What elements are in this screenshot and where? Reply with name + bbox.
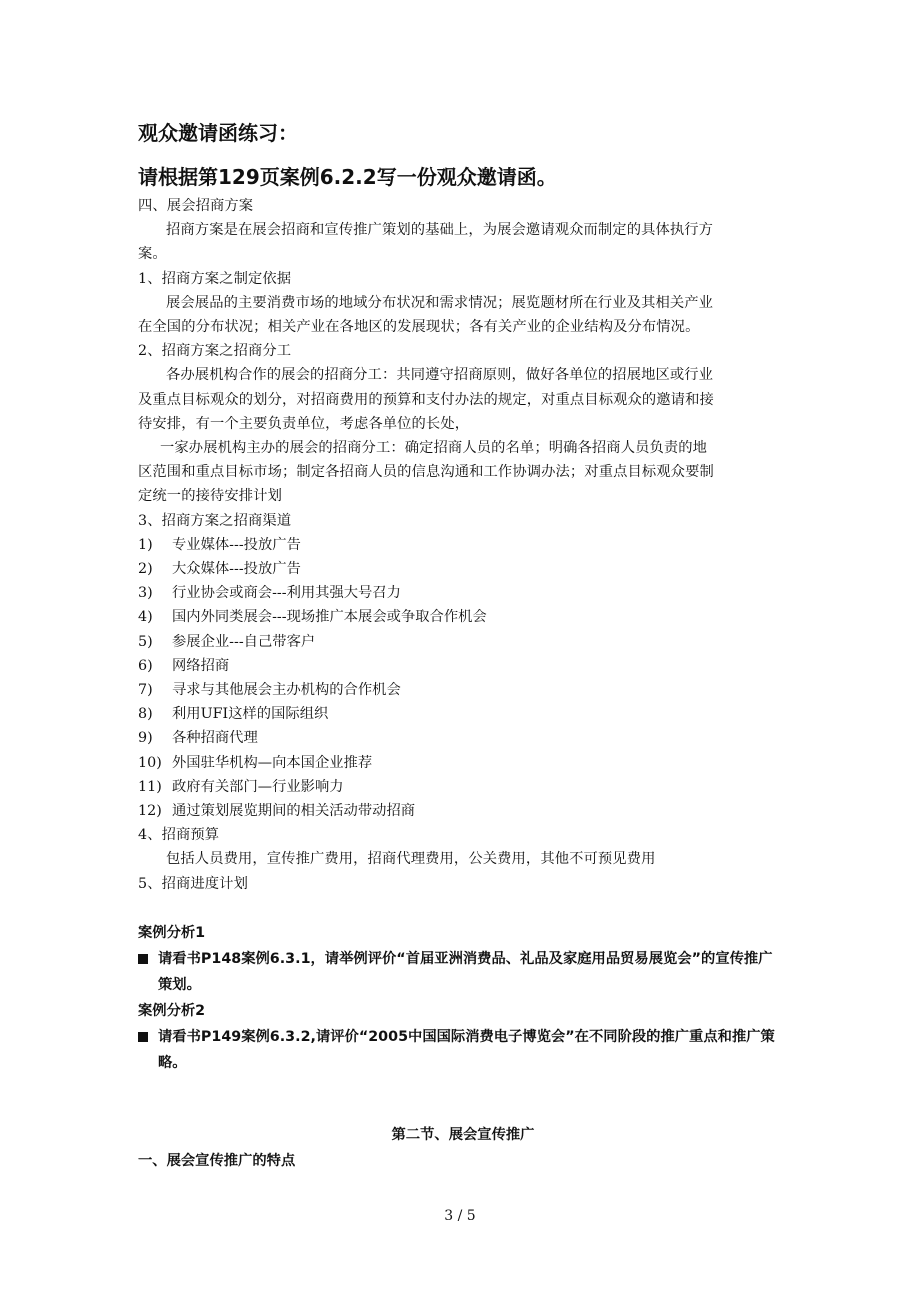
list-item-text: 大众媒体---投放广告 bbox=[172, 561, 301, 578]
list-item-number: 5) bbox=[138, 633, 153, 650]
sub2-title: 2、招商方案之招商分工 bbox=[138, 343, 292, 360]
sub2-p1-line2: 及重点目标观众的划分，对招商费用的预算和支付办法的规定，对重点目标观众的邀请和接 bbox=[138, 391, 714, 408]
list-item bbox=[138, 726, 788, 750]
list-item-text: 寻求与其他展会主办机构的合作机会 bbox=[172, 682, 401, 699]
list-item-number: 2) bbox=[138, 561, 153, 578]
sub2-p2-line1: 一家办展机构主办的展会的招商分工：确定招商人员的名单；明确各招商人员负责的地 bbox=[160, 440, 708, 457]
section4-intro-line1: 招商方案是在展会招商和宣传推广策划的基础上，为展会邀请观众而制定的具体执行方 bbox=[166, 222, 714, 239]
case1-item bbox=[138, 946, 788, 998]
list-item-text: 外国驻华机构—向本国企业推荐 bbox=[172, 754, 373, 771]
list-item bbox=[138, 702, 788, 726]
list-item-number: 3) bbox=[138, 585, 153, 602]
page-number: 3 / 5 bbox=[444, 1208, 476, 1224]
list-item bbox=[138, 654, 788, 678]
list-item-text: 国内外同类展会---现场推广本展会或争取合作机会 bbox=[172, 609, 487, 626]
case2-text: 请看书P149案例6.3.2,请评价“2005中国国际消费电子博览会”在不同阶段的推广重点和推广策略。 bbox=[158, 1028, 775, 1071]
list-item bbox=[138, 533, 788, 557]
square-bullet-icon bbox=[138, 954, 148, 964]
list-item bbox=[138, 751, 788, 775]
list-item-number: 10) bbox=[138, 754, 162, 771]
list-item bbox=[138, 605, 788, 629]
list-item-text: 各种招商代理 bbox=[172, 730, 258, 747]
list-item-number: 9) bbox=[138, 730, 153, 747]
section-two-sub1: 一、展会宣传推广的特点 bbox=[138, 1152, 296, 1169]
exercise-title: 观众邀请函练习： bbox=[138, 121, 298, 145]
case1-text: 请看书P148案例6.3.1，请举例评价“首届亚洲消费品、礼品及家庭用品贸易展览会”的宣传推广策划。 bbox=[158, 950, 773, 993]
channel-list bbox=[138, 533, 788, 823]
list-item-text: 利用UFI这样的国际组织 bbox=[172, 706, 329, 723]
list-item-number: 12) bbox=[138, 803, 162, 820]
list-item bbox=[138, 678, 788, 702]
case2-item bbox=[138, 1024, 788, 1076]
sub1-line1: 展会展品的主要消费市场的地域分布状况和需求情况；展览题材所在行业及其相关产业 bbox=[166, 294, 714, 311]
sub2-p1-line1: 各办展机构合作的展会的招商分工：共同遵守招商原则，做好各单位的招展地区或行业 bbox=[166, 367, 714, 384]
list-item-text: 政府有关部门—行业影响力 bbox=[172, 778, 344, 795]
list-item-text: 专业媒体---投放广告 bbox=[172, 536, 301, 553]
list-item-number: 6) bbox=[138, 657, 153, 674]
list-item bbox=[138, 630, 788, 654]
list-item-number: 1) bbox=[138, 536, 153, 553]
list-item-number: 8) bbox=[138, 706, 153, 723]
case2-label: 案例分析2 bbox=[138, 1002, 206, 1019]
list-item-text: 行业协会或商会---利用其强大号召力 bbox=[172, 585, 401, 602]
square-bullet-icon bbox=[138, 1032, 148, 1042]
sub2-p2-line3: 定统一的接待安排计划 bbox=[138, 488, 282, 505]
list-item-text: 通过策划展览期间的相关活动带动招商 bbox=[172, 803, 416, 820]
list-item bbox=[138, 799, 788, 823]
document-content bbox=[138, 118, 788, 1174]
list-item-text: 网络招商 bbox=[172, 657, 230, 674]
spacer bbox=[138, 896, 788, 920]
list-item bbox=[138, 557, 788, 581]
sub2-p2-line2: 区范围和重点目标市场；制定各招商人员的信息沟通和工作协调办法；对重点目标观众要制 bbox=[138, 464, 714, 481]
list-item bbox=[138, 775, 788, 799]
list-item-text: 参展企业---自己带客户 bbox=[172, 633, 316, 650]
sub2-p1-line3: 待安排，有一个主要负责单位，考虑各单位的长处， bbox=[138, 415, 470, 432]
list-item-number: 4) bbox=[138, 609, 153, 626]
exercise-instruction: 请根据第129页案例6.2.2写一份观众邀请函。 bbox=[138, 165, 557, 189]
sub3-title: 3、招商方案之招商渠道 bbox=[138, 512, 292, 529]
section4-intro-line2: 案。 bbox=[138, 246, 167, 263]
sub5-title: 5、招商进度计划 bbox=[138, 875, 248, 892]
list-item-number: 7) bbox=[138, 682, 153, 699]
list-item bbox=[138, 581, 788, 605]
case1-label: 案例分析1 bbox=[138, 924, 206, 941]
sub4-title: 4、招商预算 bbox=[138, 827, 220, 844]
list-item-number: 11) bbox=[138, 778, 162, 795]
section4-heading: 四、展会招商方案 bbox=[138, 198, 254, 214]
sub1-line2: 在全国的分布状况；相关产业在各地区的发展现状；各有关产业的企业结构及分布情况。 bbox=[138, 319, 700, 336]
sub4-line1: 包括人员费用，宣传推广费用，招商代理费用，公关费用，其他不可预见费用 bbox=[166, 851, 656, 868]
sub1-title: 1、招商方案之制定依据 bbox=[138, 270, 292, 287]
section-two-title: 第二节、展会宣传推广 bbox=[391, 1126, 535, 1143]
